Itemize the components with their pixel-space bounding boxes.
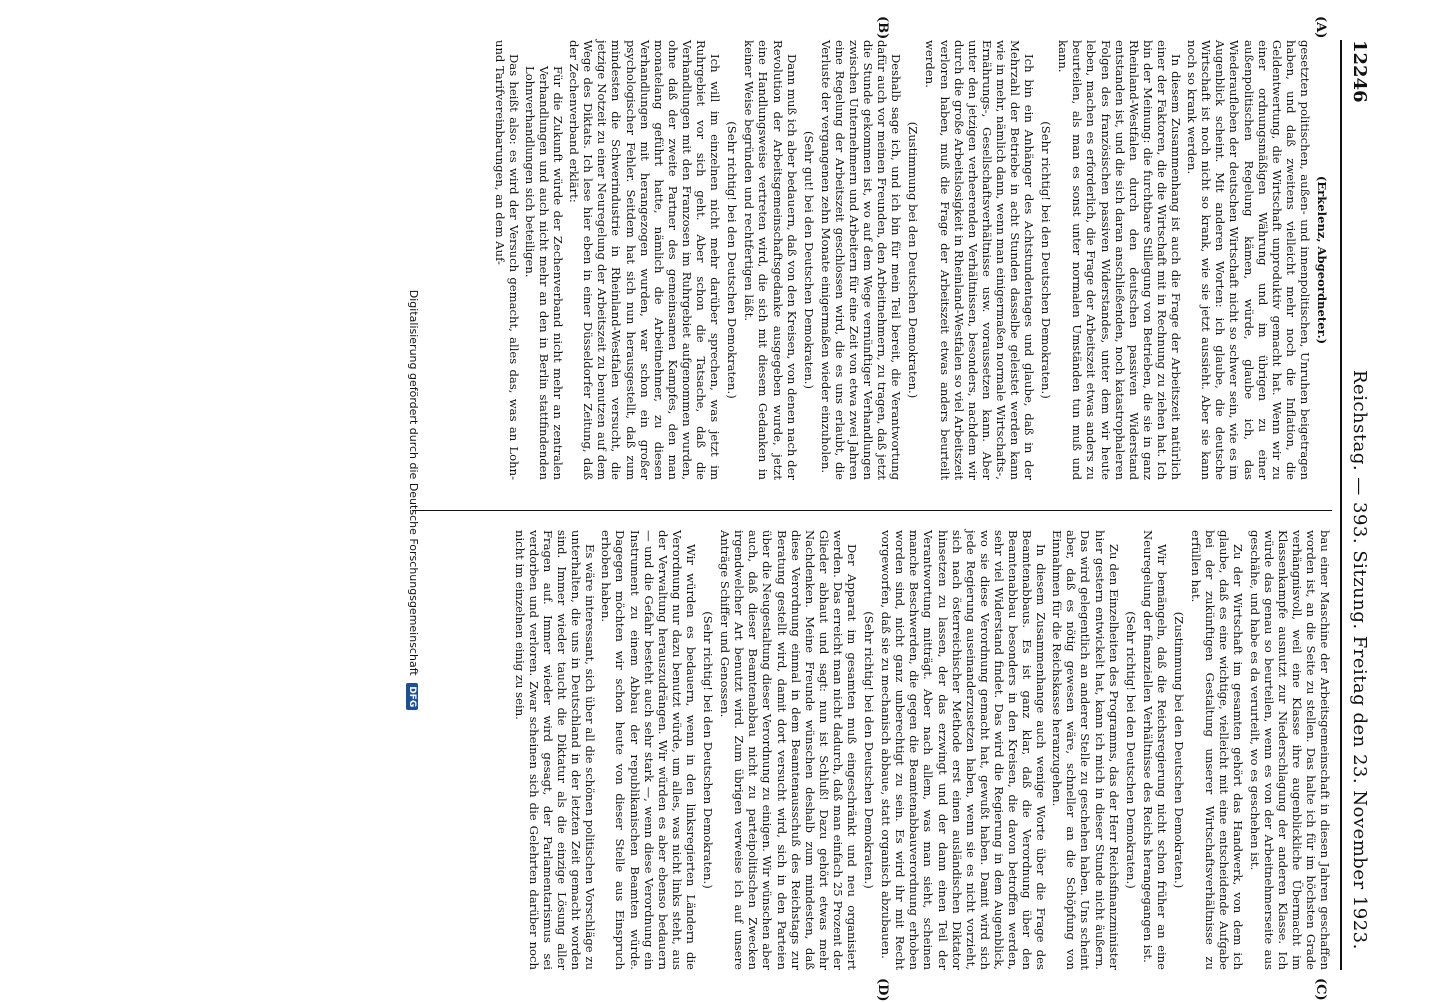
paragraph: Ich will im einzelnen nicht mehr darüber sprechen, was jetzt im Ruhrgebiet vor sich geht. Aber schon die Tatsache, daß die Verhandlungen mit den Franzosen im Ruhrgebiet aufgenommen wurden, ohne daß der zweite Partner des gemeinsamen Kampfes, den man monatelang geführt hatte, nämlich die Arbeitnehmer, zu diesen Verhandlungen mit herangezogen wurden, war schon ein großer psychologischer Fehler. Seitdem hat sich nun herausgestellt, daß zum mindesten die Schwerindustrie in Rheinland-Westfalen versucht, die jetzige Notzeit zu einer Neuregelung der Arbeitszeit zu benutzen auf dem Wege des Diktats. Ich lese hier eben in einer Düsseldorfer Zeitung, daß der Zechenverband erklärt: xyxy=(567,40,723,480)
interjection: (Zustimmung bei den Deutschen Demokraten.) xyxy=(1172,611,1187,889)
paragraph: Wir würden es bedauern, wenn in den linksregierten Ländern die Verordnung nur dazu benutzt würde, um alles, was nicht links steht, aus der Verwaltung herauszudrängen. Wir würden es aber ebenso bedauern — und die Gefahr besteht auch sehr stark —, wenn diese Verordnung ein Instrument zu einem Abbau der republikanischen Beamten würde. Dagegen möchten wir schon heute von dieser Stelle aus Einspruch erhoben haben. xyxy=(599,530,698,970)
interjection: (Sehr gut! bei den Deutschen Demokraten.) xyxy=(801,130,816,390)
page-header xyxy=(1340,40,1372,970)
paragraph: Der Apparat im gesamten muß eingeschränkt und neu organisiert werden. Das erreicht man nicht dadurch, daß man einfach 25 Prozent der Glieder abhaut und sagt: nun ist Schluß! Dazu gehört etwas mehr Nachdenken. Meine Freunde wünschen deshalb zum mindesten, daß diese Verordnung einmal in dem Beamtenausschuß des Reichstags zur Beratung gestellt wird, damit dort versucht wird, sich in den Parteien über die Neugestaltung dieser Verordnung zu einigen. Wir wünschen aber auch, daß dieser Beamtenabbau nicht zu parteipolitischen Zwecken irgendwelcher Art benutzt wird. Zum übrigen verweise ich auf unsere Anträge Schiffer und Genossen. xyxy=(718,530,859,970)
interjection: (Sehr richtig! bei den Deutschen Demokraten.) xyxy=(862,611,877,889)
interjection: (Zustimmung bei den Deutschen Demokraten.) xyxy=(906,121,921,399)
interjection: (Sehr richtig! bei den Deutschen Demokraten.) xyxy=(701,611,716,889)
quotation: Für die Zukunft würde der Zechenverband nicht mehr an zentralen Verhandlungen und auch nicht mehr an den in Berlin stattfindenden Lohnverhandlungen sich beteiligen. xyxy=(522,66,566,480)
footer xyxy=(406,0,420,1000)
interjection: (Sehr richtig! bei den Deutschen Demokraten.) xyxy=(1123,611,1138,889)
margin-marker-a: (A) xyxy=(1313,16,1328,39)
footer-text: Digitalisierung gefördert durch die Deutsche Forschungsgemeinschaft xyxy=(407,289,420,676)
paragraph: Dann muß ich aber bedauern, daß von den Kreisen, von denen nach der Revolution der Arbeitsgemeinschaftsgedanke ausgegeben wurde, jetzt eine Handlungsweise vertreten wird, die sich mit diesem Gedanken in keiner Weise begründen und rechtfertigen läßt. xyxy=(742,40,799,480)
paragraph: Deshalb sage ich, und ich bin für mein Teil bereit, die Verantwortung dafür auch vor meinen Freunden, den Arbeitnehmern, zu tragen, daß jetzt die Stunde gekommen ist, wo auf dem Wege vernünftiger Verhandlungen zwischen Unternehmern und Arbeitern für eine Zeit von etwa zwei Jahren eine Regelung der Arbeitszeit geschlossen wird, die es uns erlaubt, die Verluste der vergangenen zehn Monate einigermaßen wieder einzuholen. xyxy=(818,40,904,480)
paragraph: gesetzten politischen, außen- und innenpolitischen, Unruhen beigetragen haben, und daß zweitens vielleicht mehr noch die Inflation, die Geldentwertung, die Wirtschaft unproduktiv gemacht hat. Wenn wir zu einer ordnungsmäßigen Währung und im übrigen zu einer außenpolitischen Regelung kämen, würde, glaube ich, das Wiederaufleben der deutschen Wirtschaft nicht so schwer sein, wie es im Augenblick scheint. Mit anderen Worten: ich glaube, die deutsche Wirtschaft ist noch nicht so krank, wie sie jetzt aussieht. Aber sie kann noch so krank werden. xyxy=(1185,40,1312,480)
paragraph: Das heißt also: es wird der Versuch gemacht, alles das, was an Lohn- und Tarifvereinbarungen, an dem Auf- xyxy=(492,40,521,480)
right-column xyxy=(511,530,1332,970)
paragraph: Zu der Wirtschaft im gesamten gehört das Handwerk, von dem ich glaube, daß es eine wichtige, vielleicht mit eine entscheidende Aufgabe bei der zukünftigen Gestaltung unserer Wirtschaftsverhältnisse zu erfüllen hat. xyxy=(1189,530,1246,970)
paragraph: Wir bemängeln, daß die Reichsregierung nicht schon früher an eine Neuregelung der finanziellen Verhältnisse des Reichs herangegangen ist. xyxy=(1140,530,1169,970)
paragraph: Es wäre interessant, sich über all die schönen politischen Vorschläge zu unterhalten, die uns in Deutschland in der letzten Zeit gemacht worden sind. Immer wieder taucht die Diktatur als die einzige Lösung aller Fragen auf. Immer wieder wird gesagt, der Parlamentarismus sei verdorben und verloren. Zwar scheinen sich die Gelehrten darüber noch nicht im einzelnen einig zu sein. xyxy=(512,530,598,970)
paragraph: bau einer Maschine der Arbeitsgemeinschaft in diesen Jahren geschaffen worden ist, an die Seite zu stellen. Das halte ich für im höchsten Grade verhängnisvoll, weil eine Klasse ihre augenblickliche Übermacht im Klassenkampfe ausnutzt zur Niederschlagung der anderen Klasse. Ich würde das genau so beurteilen, wenn es von der Arbeitnehmerseite aus geschähe, und habe es da verurteilt, wo es geschehen ist. xyxy=(1247,530,1332,970)
interjection: (Sehr richtig! bei den Deutschen Demokraten.) xyxy=(1039,121,1054,399)
interjection: (Sehr richtig! bei den Deutschen Demokraten.) xyxy=(725,121,740,399)
speaker-label: (Erkelenz, Abgeordneter.) xyxy=(1315,175,1329,345)
page-number: 12246 xyxy=(1349,40,1370,103)
paragraph: In diesem Zusammenhang ist auch die Frage der Arbeitszeit natürlich einer der Faktoren, die die Wirtschaft mit in Rechnung zu ziehen hat. Ich bin der Meinung: die furchtbare Stillegung von Betrieben, die sie in ganz Rheinland-Westfalen durch den deutschen passiven Widerstand entstanden ist, und die sich daran anschließenden, noch katastrophaleren Folgen des französischen passiven Widerstandes, unter dem wir heute leben, machen es erforderlich, die Frage der Arbeitszeit etwas anders zu beurteilen, als man es sonst unter normalen Umständen tun muß und kann. xyxy=(1056,40,1184,480)
margin-marker-d: (D) xyxy=(875,978,890,1002)
paragraph: In diesem Zusammenhange auch wenige Worte über die Frage des Beamtenabbaus. Es ist ganz klar, daß die Verordnung über den Beamtenabbau besonders in den Kreisen, die davon betroffen werden, sehr viel Widerstand findet. Das wird die Regierung in dem Augenblick, wo sie diese Verordnung gemacht hat, gewußt haben. Damit wird sich jede Regierung auseinanderzusetzen haben, wenn sie es nicht vorzieht, sich nach österreichischer Methode erst einen ausländischen Diktator hinsetzen zu lassen, der das erzwingt und der dann einen Teil der Verantwortung mitträgt. Aber nach allem, was man sieht, scheinen manche Beschwerden, die gegen die Beamtenabbauverordnung erhoben worden sind, nicht ganz unberechtigt zu sein. Es wird ihr mit Recht vorgeworfen, daß sie zu mechanisch abbaue, statt organisch abzubauen. xyxy=(879,530,1049,970)
dfg-logo: DFG xyxy=(406,683,418,710)
margin-marker-c: (C) xyxy=(1313,978,1328,1001)
paragraph: Ich bin ein Anhänger des Achtstundentages und glaube, daß in der Mehrzahl der Betriebe in acht Stunden dasselbe geleistet werden kann wie in mehr, nämlich dann, wenn man einigermaßen normale Wirtschafts-, Ernährungs-, Gesellschaftsverhältnisse usw. voraussetzen kann. Aber unter den jetzigen verheerenden Verhältnissen, besonders, nachdem wir durch die große Arbeitslosigkeit in Rheinland-Westfalen so viel Arbeitszeit verloren haben, muß die Frage der Arbeitszeit etwas anders beurteilt werden. xyxy=(923,40,1037,480)
left-column xyxy=(491,40,1332,480)
column-divider xyxy=(412,510,1332,511)
paragraph: Zu den Einzelheiten des Programms, das der Herr Reichsfinanzminister hier gestern entwickelt hat, kann ich mich in dieser Stunde nicht äußern. Das wird gelegentlich an anderer Stelle zu geschehen haben. Uns scheint aber, daß es nötig gewesen wäre, schneller an die Schöpfung von Einnahmen für die Reichskasse heranzugehen. xyxy=(1050,530,1121,970)
margin-marker-b: (B) xyxy=(875,16,890,40)
page-title: Reichstag. — 393. Sitzung. Freitag den 23. November 1923. xyxy=(1349,370,1370,950)
